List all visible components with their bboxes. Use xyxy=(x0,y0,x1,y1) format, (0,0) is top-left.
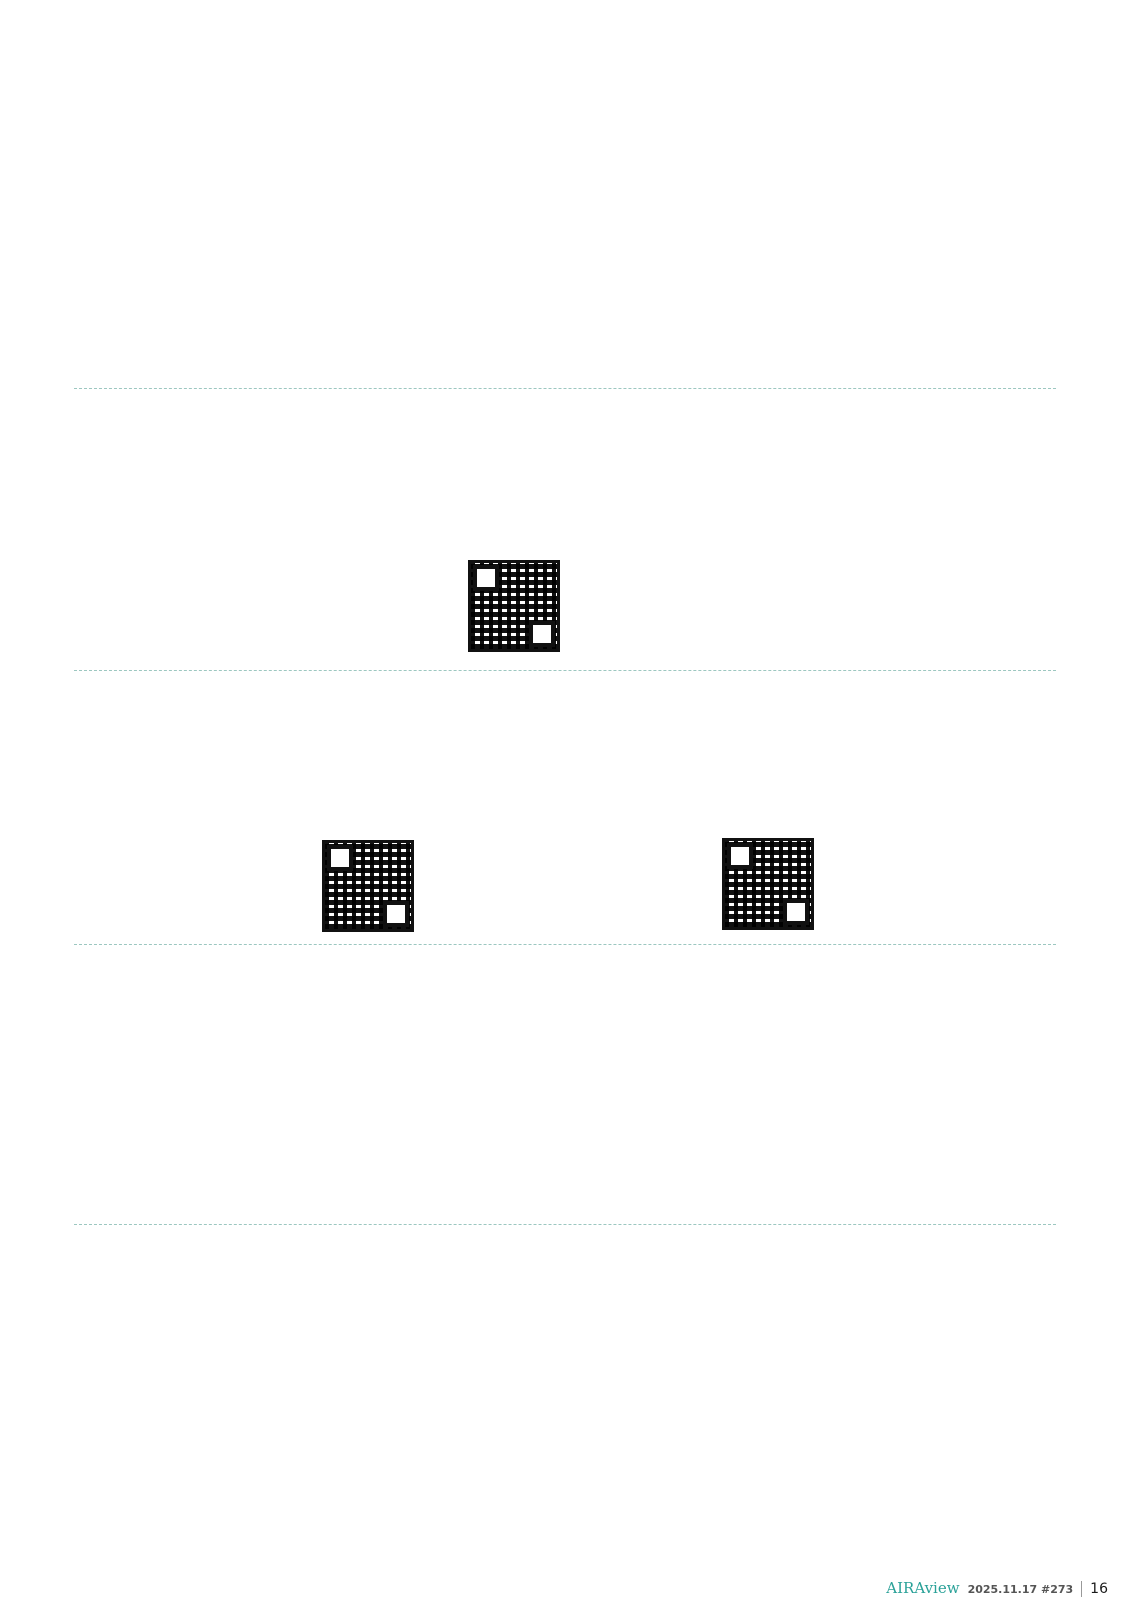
divider xyxy=(74,670,1056,671)
divider xyxy=(74,1224,1056,1225)
divider xyxy=(74,388,1056,389)
divider xyxy=(74,944,1056,945)
page-footer xyxy=(886,1579,1108,1597)
issue-date: 2025.11.17 #273 xyxy=(967,1583,1074,1596)
brand-logo: AIRAview xyxy=(886,1579,960,1597)
page-number: 16 xyxy=(1081,1581,1108,1597)
qr-code-nhk[interactable] xyxy=(722,838,814,930)
qr-code-car-sharing[interactable] xyxy=(322,840,414,932)
qr-code-tax-office[interactable] xyxy=(468,560,560,652)
